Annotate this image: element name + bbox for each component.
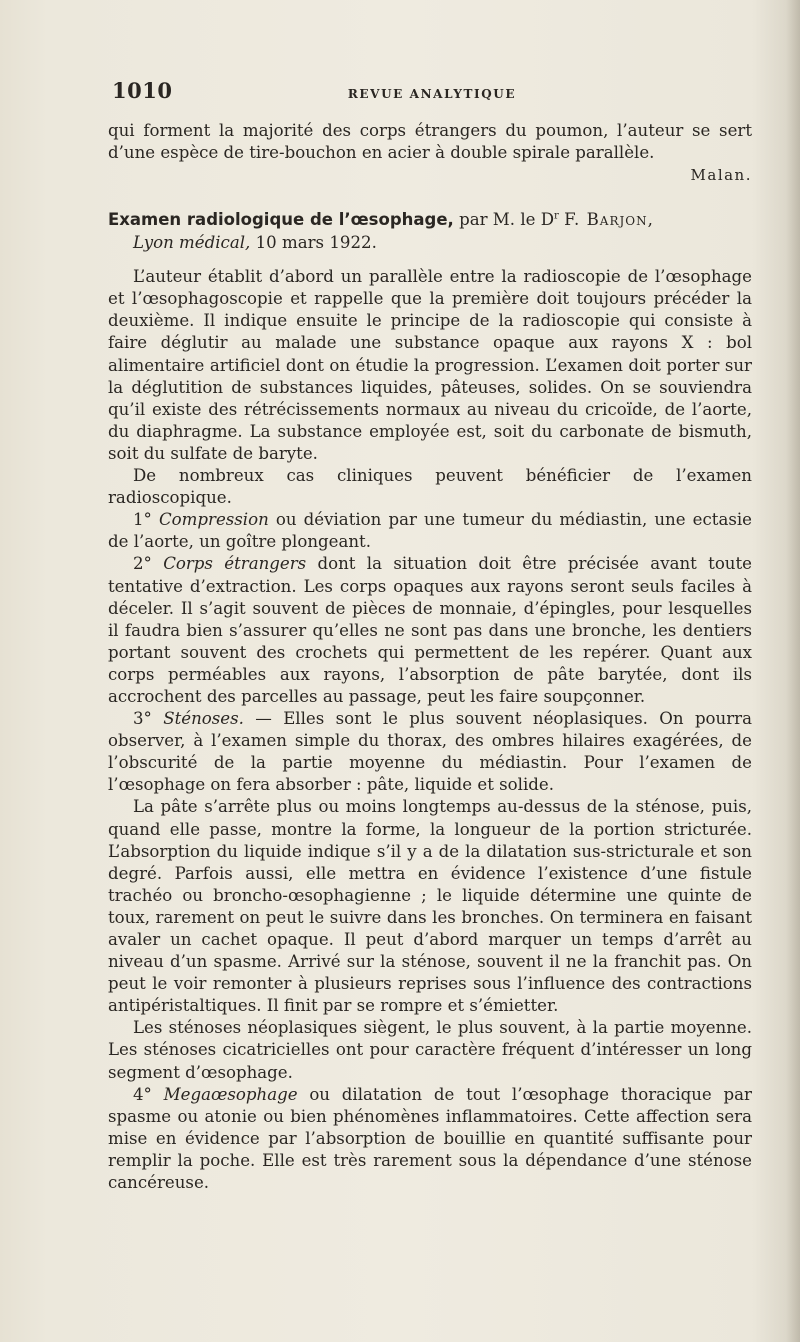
item-text: dont la situation doit être précisée avant toute tentative d’extraction. Les corps opaques aux rayons seront seuls faciles à déceler. Il s’agit souvent de pièces de monnaie, d’épingles, pour lesquelles il faudra bien s’assurer qu’elles ne sont pas dans une bronche, les dentiers portant souvent des crochets qui permettent de les repérer. Quant aux corps perméables aux rayons, l’absorption de pâte barytée, dont ils accrochent des parcelles au passage, peut les faire soupçonner. [108,554,752,706]
paragraph-stenosis-paste: La pâte s’arrête plus ou moins longtemps au-dessus de la sténose, puis, quand elle passe, montre la forme, la longueur de la portion stricturée. L’absorption du liquide indique s’il y a de la dilatation sus-stricturale et son degré. Parfois aussi, elle mettra en évidence l’existence d’une fistule trachéo ou broncho-œsophagienne ; le liquide détermine une quinte de toux, rarement on peut le suivre dans les bronches. On terminera en faisant avaler un cachet opaque. Il peut d’abord marquer un temps d’arrêt au niveau d’un spasme. Arrivé sur la sténose, souvent il ne la franchit pas. On peut le voir remonter à plusieurs reprises sous l’influence des contractions antipéristaltiques. Il finit par se rompre et s’émietter. [108,797,752,1016]
item-title: Compression [158,510,269,530]
page-body [108,120,752,1194]
item-title: Sténoses. [163,709,244,729]
paragraph-cases: De nombreux cas cliniques peuvent bénéficier de l’examen radioscopique. [108,466,752,508]
item-text: ou dilatation de tout l’œsophage thoracique par spasme ou atonie ou bien phénomènes inflammatoires. Cette affection sera mise en évidence par l’absorption de bouillie en quantité suffisante pour remplir la poche. Elle est très rarement sous la dépendance d’une sténose cancéreuse. [108,1084,752,1193]
source-date: 10 mars 1922. [255,233,377,253]
item-number: 1° [133,510,159,530]
page-header [112,78,752,108]
section-spacer [108,186,752,208]
section-spacer [108,254,752,266]
item-number: 4° [133,1084,164,1104]
item-title: Corps étrangers [163,554,307,574]
item-number: 2° [133,554,164,574]
paragraph-intro: L’auteur établit d’abord un parallèle entre la radioscopie de l’œsophage et l’œsophagoscopie et rappelle que la première doit toujours précéder la deuxième. Il indique ensuite le principe de la radioscopie qui consiste à faire déglutir au malade une substance opaque aux rayons X : bol alimentaire artificiel dont on étudie la progression. L’examen doit porter sur la déglutition de substances liquides, pâteuses, solides. On se souviendra qu’il existe des rétrécissements normaux au niveau du cricoïde, de l’aorte, du diaphragme. La substance employée est, soit du carbonate de bismuth, soit du sulfate de baryte. [108,267,752,463]
article-title: Examen radiologique de l’œsophage, [108,210,454,230]
signature: Malan. [690,166,752,185]
item-text: ou déviation par une tumeur du médiastin, une ectasie de l’aorte, un goître plongeant. [108,510,752,552]
paragraph-item-3 [108,708,752,796]
article-byline [459,210,654,229]
byline-prefix: par M. le D [459,210,555,230]
page-number: 1010 [112,78,173,103]
source-journal: Lyon médical, [133,233,251,253]
paragraph-item-2 [108,553,752,708]
item-title: Megaœsophage [163,1084,298,1104]
byline-superscript: r [554,210,559,222]
article-source [133,232,752,254]
item-number: 3° [133,709,164,729]
paragraph-item-4 [108,1084,752,1194]
article-author: F. Barjon, [564,210,654,230]
paragraph-stenosis-types: Les sténoses néoplasiques siègent, le plus souvent, à la partie moyenne. Les sténoses cicatricielles ont pour caractère fréquent d’intéresser un long segment d’œsophage. [108,1018,752,1082]
running-title: REVUE ANALYTIQUE [347,87,517,101]
page-edge-shadow [786,0,800,1342]
paragraph-item-1 [108,509,752,553]
previous-article-ending: qui forment la majorité des corps étrangers du poumon, l’auteur se sert d’une espèce de tire-bouchon en acier à double spirale parallèle. [108,121,752,163]
item-text: — Elles sont le plus souvent néoplasiques. On pourra observer, à l’examen simple du thorax, des ombres hilaires exagérées, de l’obscurité de la partie moyenne du médiastin. Pour l’examen de l’œsophage on fera absorber : pâte, liquide et solide. [108,709,752,795]
article-heading [108,208,752,232]
